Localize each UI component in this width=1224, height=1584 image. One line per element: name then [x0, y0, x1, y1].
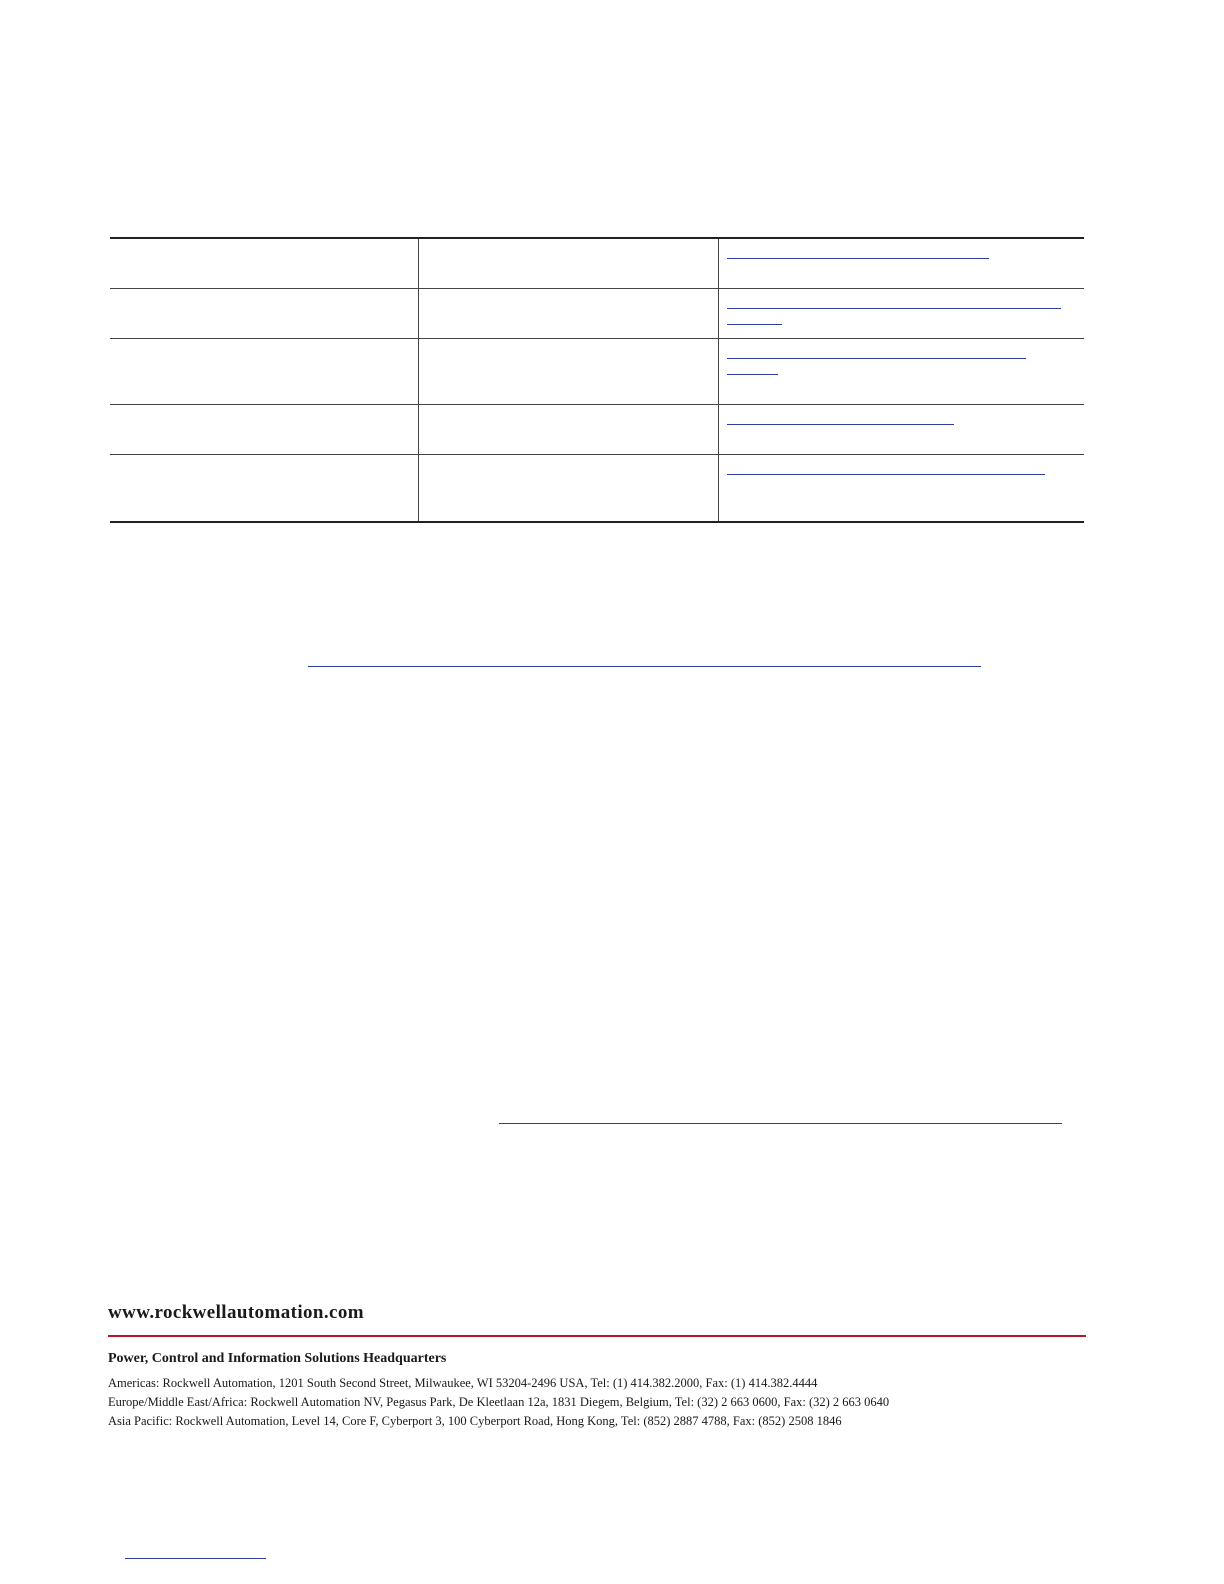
table-row	[110, 339, 1084, 405]
resource-link[interactable]	[727, 258, 989, 259]
table-cell	[419, 455, 719, 521]
headquarters-title: Power, Control and Information Solutions Headquarters	[108, 1351, 447, 1366]
resource-link-continued[interactable]	[727, 374, 778, 375]
table-cell	[419, 405, 719, 454]
table-cell	[419, 289, 719, 338]
footer-divider	[108, 1335, 1086, 1337]
resource-link-continued[interactable]	[727, 324, 782, 325]
resource-link[interactable]	[727, 308, 1061, 309]
table-cell	[110, 239, 419, 288]
table-cell-link[interactable]	[719, 339, 1084, 404]
table-row	[110, 239, 1084, 289]
resource-link[interactable]	[727, 358, 1026, 359]
table-cell	[110, 339, 419, 404]
table-cell	[110, 289, 419, 338]
table-cell-link[interactable]	[719, 239, 1084, 288]
table-row	[110, 455, 1084, 521]
table-cell-link[interactable]	[719, 455, 1084, 521]
table-row	[110, 405, 1084, 455]
address-americas: Americas: Rockwell Automation, 1201 South Second Street, Milwaukee, WI 53204-2496 USA, Tel: (1) 414.382.2000, Fax: (1) 414.382.4444	[108, 1376, 818, 1390]
table-cell	[419, 339, 719, 404]
table-cell	[110, 455, 419, 521]
table-cell	[110, 405, 419, 454]
table-cell-link[interactable]	[719, 289, 1084, 338]
publication-link[interactable]	[125, 1558, 266, 1559]
resource-link[interactable]	[727, 424, 954, 425]
table-cell-link[interactable]	[719, 405, 1084, 454]
support-resources-table	[110, 237, 1084, 523]
resource-link[interactable]	[727, 474, 1045, 475]
address-emea: Europe/Middle East/Africa: Rockwell Automation NV, Pegasus Park, De Kleetlaan 12a, 1831 Diegem, Belgium, Tel: (32) 2 663 0600, Fax: (32) 2 663 0640	[108, 1395, 890, 1409]
table-row	[110, 289, 1084, 339]
website-url[interactable]: www.rockwellautomation.com	[108, 1302, 364, 1323]
feedback-link[interactable]	[308, 666, 981, 667]
table-cell	[419, 239, 719, 288]
environmental-info-link[interactable]	[499, 1123, 1062, 1124]
address-asia-pacific: Asia Pacific: Rockwell Automation, Level 14, Core F, Cyberport 3, 100 Cyberport Road, Hong Kong, Tel: (852) 2887 4788, Fax: (852) 2508 1846	[108, 1414, 842, 1428]
